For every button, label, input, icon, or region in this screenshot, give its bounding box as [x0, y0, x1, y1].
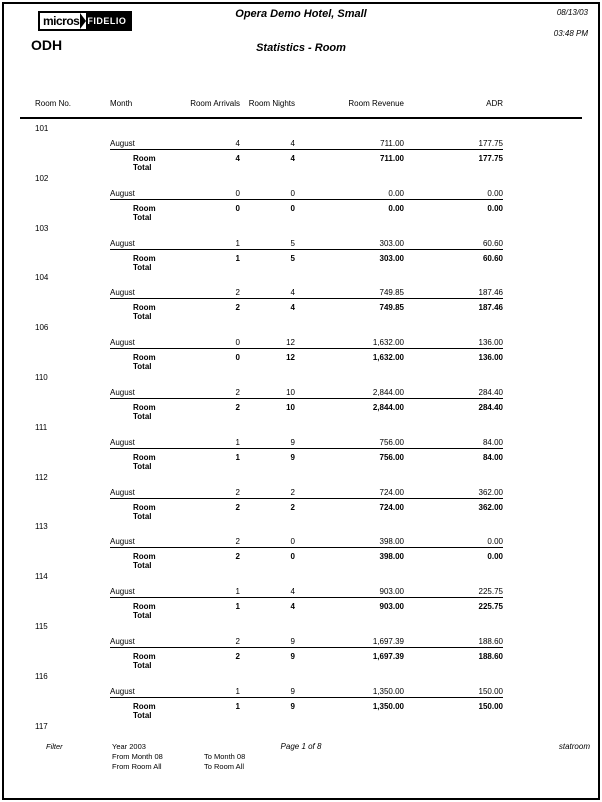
total-arrivals-cell: 1: [235, 253, 240, 263]
arrivals-cell: 2: [235, 537, 240, 547]
total-arrivals-cell: 2: [235, 552, 240, 562]
total-nights-cell: 4: [290, 154, 295, 163]
total-nights-cell: 2: [290, 502, 295, 512]
total-row: [35, 150, 598, 171]
total-row: [35, 548, 598, 569]
room-section: [4, 420, 598, 470]
total-label-cell: Room Total: [133, 303, 156, 321]
total-nights-cell: 12: [286, 353, 295, 363]
nights-cell: 0: [290, 188, 295, 198]
total-label-cell: Room Total: [133, 502, 156, 520]
total-adr-cell: 177.75: [478, 154, 503, 163]
revenue-cell: 711.00: [380, 139, 404, 148]
room-section: [4, 619, 598, 669]
total-arrivals-cell: 2: [235, 651, 240, 661]
room-number: 113: [35, 522, 48, 532]
total-arrivals-cell: 1: [235, 452, 240, 462]
adr-cell: 84.00: [482, 437, 503, 447]
nights-cell: 4: [290, 587, 295, 597]
property-code: ODH: [31, 37, 63, 53]
total-nights-cell: 9: [290, 701, 295, 711]
report-code: statroom: [558, 742, 590, 751]
revenue-cell: 749.85: [379, 288, 404, 298]
adr-cell: 188.60: [478, 636, 503, 646]
total-revenue-cell: 756.00: [379, 452, 404, 462]
adr-cell: 0.00: [487, 537, 503, 547]
nights-cell: 9: [290, 437, 295, 447]
header-rule: [20, 117, 582, 119]
room-number: 103: [35, 223, 49, 233]
month-cell: August: [110, 636, 135, 646]
total-arrivals-cell: 2: [235, 303, 240, 313]
adr-cell: 225.75: [478, 587, 503, 597]
logo-micros-text: micros: [40, 13, 80, 29]
arrivals-cell: 1: [235, 686, 240, 696]
nights-cell: 10: [286, 387, 295, 397]
room-section: [4, 519, 598, 569]
total-nights-cell: 0: [290, 552, 295, 562]
adr-cell: 136.00: [478, 338, 503, 348]
room-section: [4, 121, 598, 171]
filter-from-value: Year 2003: [112, 742, 146, 751]
month-cell: August: [110, 487, 135, 497]
total-revenue-cell: 1,697.39: [372, 651, 404, 661]
arrivals-cell: 2: [235, 636, 240, 646]
month-row: [35, 283, 598, 298]
total-row: [35, 250, 598, 271]
report-footer: [4, 742, 598, 774]
room-number: 115: [35, 621, 48, 631]
total-label-cell: Room Total: [133, 154, 156, 171]
datetime-block: [554, 8, 588, 38]
room-section: [4, 270, 598, 320]
total-label-cell: Room Total: [133, 701, 156, 719]
adr-cell: 177.75: [478, 139, 503, 148]
room-section: [4, 669, 598, 719]
room-number: 106: [35, 323, 49, 333]
total-row: [35, 449, 598, 470]
revenue-cell: 1,697.39: [372, 636, 404, 646]
month-row: [35, 383, 598, 398]
total-revenue-cell: 724.00: [379, 502, 404, 512]
total-revenue-cell: 711.00: [379, 154, 404, 163]
room-number: 117: [35, 721, 48, 731]
total-row: [35, 349, 598, 370]
col-header-month: Month: [110, 99, 133, 108]
arrivals-cell: 1: [235, 238, 240, 248]
total-adr-cell: 225.75: [478, 602, 503, 612]
table-body: [4, 121, 598, 768]
report-time: 03:48 PM: [553, 29, 588, 38]
arrivals-cell: 4: [235, 139, 240, 148]
total-row: [35, 499, 598, 520]
revenue-cell: 2,844.00: [372, 387, 404, 397]
adr-cell: 284.40: [478, 387, 503, 397]
room-number: 101: [35, 124, 49, 133]
total-nights-cell: 9: [290, 651, 295, 661]
total-arrivals-cell: 0: [235, 353, 240, 363]
adr-cell: 150.00: [478, 686, 503, 696]
month-cell: August: [110, 238, 135, 248]
filter-from-value: From Month 08: [112, 752, 163, 761]
total-revenue-cell: 398.00: [379, 552, 404, 562]
page-number: Page 1 of 8: [280, 742, 322, 751]
filter-from-value: From Room All: [112, 762, 162, 771]
adr-cell: 362.00: [478, 487, 503, 497]
revenue-cell: 303.00: [379, 238, 404, 248]
filter-row: [112, 762, 372, 772]
room-section: [4, 569, 598, 619]
revenue-cell: 0.00: [388, 188, 404, 198]
total-revenue-cell: 1,632.00: [372, 353, 404, 363]
room-number: 102: [35, 173, 49, 183]
room-section: [4, 470, 598, 520]
col-header-room-revenue: Room Revenue: [348, 99, 404, 108]
month-row: [35, 433, 598, 448]
total-nights-cell: 4: [290, 303, 295, 313]
total-adr-cell: 0.00: [487, 203, 503, 213]
total-arrivals-cell: 0: [235, 203, 240, 213]
report-header: [4, 4, 598, 94]
nights-cell: 12: [286, 338, 295, 348]
room-section: [4, 221, 598, 271]
page-title: Statistics - Room: [256, 42, 346, 54]
arrivals-cell: 2: [235, 487, 240, 497]
nights-cell: 0: [290, 537, 295, 547]
logo-fidelio-text: FIDELIO: [86, 13, 130, 29]
filter-to-value: To Month 08: [204, 752, 246, 761]
month-cell: August: [110, 387, 135, 397]
total-arrivals-cell: 4: [235, 154, 240, 163]
total-adr-cell: 0.00: [487, 552, 503, 562]
total-nights-cell: 4: [290, 602, 295, 612]
report-date: 08/13/03: [556, 8, 588, 17]
nights-cell: 2: [290, 487, 295, 497]
total-nights-cell: 0: [290, 203, 295, 213]
total-adr-cell: 187.46: [478, 303, 503, 313]
month-row: [35, 234, 598, 249]
total-label-cell: Room Total: [133, 602, 156, 619]
adr-cell: 0.00: [487, 188, 503, 198]
total-revenue-cell: 0.00: [388, 203, 404, 213]
arrivals-cell: 1: [235, 437, 240, 447]
month-cell: August: [110, 587, 135, 597]
month-row: [35, 184, 598, 199]
total-revenue-cell: 2,844.00: [372, 402, 404, 412]
revenue-cell: 398.00: [379, 537, 404, 547]
filter-label: Filter: [46, 742, 63, 751]
room-section: [4, 171, 598, 221]
total-label-cell: Room Total: [133, 353, 156, 370]
arrivals-cell: 1: [235, 587, 240, 597]
total-label-cell: Room Total: [133, 402, 156, 420]
total-label-cell: Room Total: [133, 552, 156, 570]
month-row: [35, 582, 598, 597]
total-arrivals-cell: 1: [235, 701, 240, 711]
col-header-room-no: Room No.: [35, 99, 72, 108]
total-revenue-cell: 749.85: [379, 303, 404, 313]
col-header-room-nights: Room Nights: [248, 99, 295, 108]
month-cell: August: [110, 537, 135, 547]
total-arrivals-cell: 1: [235, 602, 240, 612]
total-revenue-cell: 903.00: [379, 602, 404, 612]
nights-cell: 4: [290, 139, 295, 148]
room-section: [4, 320, 598, 370]
nights-cell: 5: [290, 238, 295, 248]
table-header: [4, 99, 598, 119]
adr-cell: 60.60: [482, 238, 503, 248]
room-number: 116: [35, 671, 48, 681]
total-row: [35, 648, 598, 669]
month-cell: August: [110, 288, 135, 298]
arrivals-cell: 0: [235, 338, 240, 348]
room-number: 104: [35, 273, 49, 283]
total-label-cell: Room Total: [133, 253, 156, 271]
month-cell: August: [110, 338, 135, 348]
adr-cell: 187.46: [478, 288, 503, 298]
nights-cell: 9: [290, 686, 295, 696]
total-nights-cell: 5: [290, 253, 295, 263]
total-row: [35, 399, 598, 420]
filter-row: [112, 752, 372, 762]
total-adr-cell: 284.40: [478, 402, 503, 412]
revenue-cell: 903.00: [379, 587, 404, 597]
total-row: [35, 299, 598, 320]
room-number: 112: [35, 472, 48, 482]
nights-cell: 9: [290, 636, 295, 646]
total-nights-cell: 10: [286, 402, 295, 412]
arrivals-cell: 0: [235, 188, 240, 198]
room-section: [4, 370, 598, 420]
col-header-room-arrivals: Room Arrivals: [190, 99, 240, 108]
month-cell: August: [110, 437, 135, 447]
arrivals-cell: 2: [235, 387, 240, 397]
revenue-cell: 756.00: [379, 437, 404, 447]
total-label-cell: Room Total: [133, 203, 156, 221]
room-number: 111: [35, 422, 48, 432]
revenue-cell: 1,632.00: [372, 338, 404, 348]
month-cell: August: [110, 139, 135, 148]
month-row: [35, 333, 598, 348]
total-row: [35, 698, 598, 719]
room-number: 110: [35, 372, 48, 382]
total-adr-cell: 150.00: [478, 701, 503, 711]
room-number: 114: [35, 572, 48, 582]
total-revenue-cell: 303.00: [379, 253, 404, 263]
total-row: [35, 200, 598, 221]
total-label-cell: Room Total: [133, 452, 156, 470]
month-row: [35, 682, 598, 697]
report-page: [2, 2, 600, 800]
month-row: [35, 483, 598, 498]
revenue-cell: 1,350.00: [372, 686, 404, 696]
total-adr-cell: 362.00: [478, 502, 503, 512]
month-cell: August: [110, 188, 135, 198]
total-row: [35, 598, 598, 619]
total-nights-cell: 9: [290, 452, 295, 462]
month-row: [35, 134, 598, 149]
total-revenue-cell: 1,350.00: [372, 701, 404, 711]
nights-cell: 4: [290, 288, 295, 298]
total-arrivals-cell: 2: [235, 502, 240, 512]
total-adr-cell: 136.00: [478, 353, 503, 363]
month-row: [35, 632, 598, 647]
month-row: [35, 532, 598, 547]
hotel-title: Opera Demo Hotel, Small: [235, 8, 367, 20]
arrivals-cell: 2: [235, 288, 240, 298]
total-adr-cell: 188.60: [478, 651, 503, 661]
month-cell: August: [110, 686, 135, 696]
total-adr-cell: 60.60: [482, 253, 503, 263]
total-arrivals-cell: 2: [235, 402, 240, 412]
total-label-cell: Room Total: [133, 651, 156, 669]
revenue-cell: 724.00: [379, 487, 404, 497]
total-adr-cell: 84.00: [482, 452, 503, 462]
col-header-adr: ADR: [486, 99, 503, 108]
filter-to-value: To Room All: [204, 762, 245, 771]
